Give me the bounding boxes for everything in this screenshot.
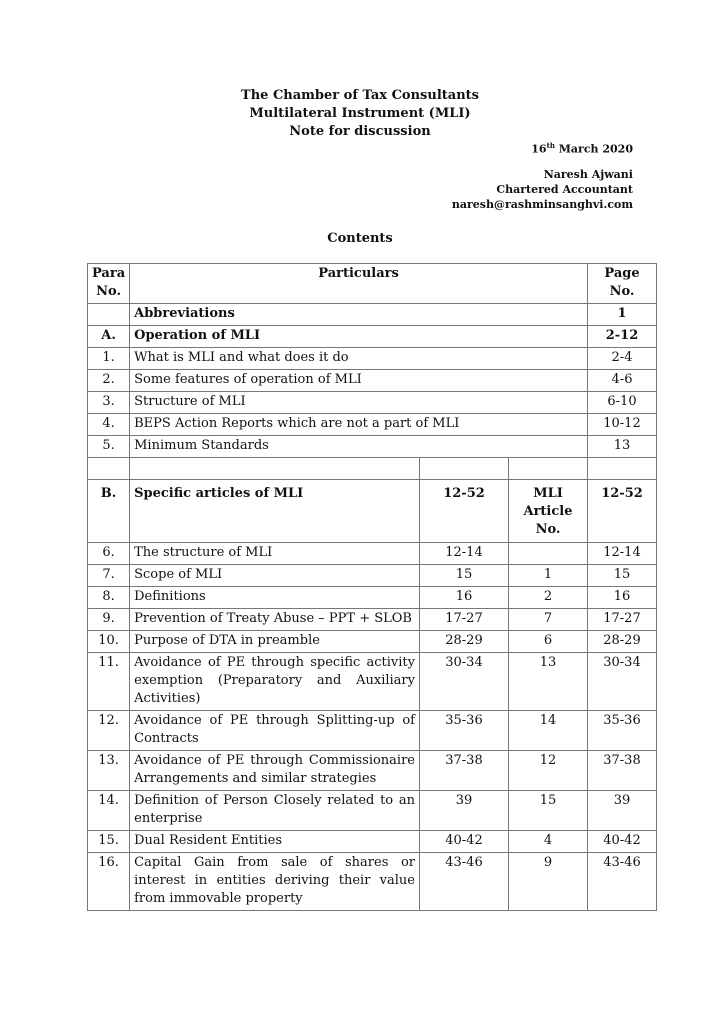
row-particulars: Prevention of Treaty Abuse – PPT + SLOB: [130, 609, 420, 631]
row-para-no: 3.: [88, 392, 130, 414]
row-page-no: 12-14: [588, 543, 657, 565]
author-title: Chartered Accountant: [496, 183, 633, 196]
row-pages: 16: [420, 587, 509, 609]
row-particulars: Scope of MLI: [130, 565, 420, 587]
row-para-no: 11.: [88, 653, 130, 711]
document-date: [531, 141, 633, 156]
blank-cell: [588, 458, 657, 480]
author-email: naresh@rashminsanghvi.com: [451, 198, 633, 211]
row-pages: 39: [420, 791, 509, 831]
row-pages: 15: [420, 565, 509, 587]
row-mli-article: 14: [509, 711, 588, 751]
row-para-no: 9.: [88, 609, 130, 631]
row-para-no: 6.: [88, 543, 130, 565]
row-pages: 37-38: [420, 751, 509, 791]
row-page-no: 28-29: [588, 631, 657, 653]
table-row: [88, 414, 657, 436]
row-mli-article: 6: [509, 631, 588, 653]
table-row: [88, 565, 657, 587]
row-pages: 30-34: [420, 653, 509, 711]
row-para-no: 12.: [88, 711, 130, 751]
row-mli-article: 15: [509, 791, 588, 831]
blank-cell: [130, 458, 420, 480]
table-row: [88, 436, 657, 458]
row-mli-article: 2: [509, 587, 588, 609]
row-particulars: Minimum Standards: [130, 436, 588, 458]
header-particulars: Particulars: [130, 264, 588, 304]
row-page-no: 30-34: [588, 653, 657, 711]
row-particulars: Purpose of DTA in preamble: [130, 631, 420, 653]
table-blank-row: [88, 458, 657, 480]
table-row: [88, 631, 657, 653]
row-pages: 35-36: [420, 711, 509, 751]
row-page-no: 4-6: [588, 370, 657, 392]
row-particulars: Dual Resident Entities: [130, 831, 420, 853]
row-particulars: The structure of MLI: [130, 543, 420, 565]
row-particulars: Avoidance of PE through Splitting-up of Contracts: [130, 711, 420, 751]
table-row: [88, 609, 657, 631]
row-page-no: 2-12: [588, 326, 657, 348]
table-row: [88, 326, 657, 348]
row-particulars: Avoidance of PE through specific activity exemption (Preparatory and Auxiliary Activities): [130, 653, 420, 711]
row-mli-article: 7: [509, 609, 588, 631]
row-mli-article: 13: [509, 653, 588, 711]
contents-heading: Contents: [327, 231, 393, 246]
row-pages: 12-14: [420, 543, 509, 565]
table-row: [88, 304, 657, 326]
table-row: [88, 370, 657, 392]
row-particulars: BEPS Action Reports which are not a part of MLI: [130, 414, 588, 436]
date-day: 16: [531, 142, 547, 156]
row-page-no: 43-46: [588, 853, 657, 911]
row-mli-article: 9: [509, 853, 588, 911]
date-rest: March 2020: [554, 142, 633, 156]
row-particulars: Definitions: [130, 587, 420, 609]
row-page-no: 1: [588, 304, 657, 326]
document-title-subject: Multilateral Instrument (MLI): [249, 106, 471, 121]
row-mli-article: 12: [509, 751, 588, 791]
row-mli-article: [509, 543, 588, 565]
table-row: [88, 751, 657, 791]
author-name: Naresh Ajwani: [543, 168, 633, 181]
row-page-no: 16: [588, 587, 657, 609]
row-pages: 40-42: [420, 831, 509, 853]
row-mli-article: MLI Article No.: [509, 480, 588, 543]
table-row: [88, 587, 657, 609]
blank-cell: [88, 458, 130, 480]
row-para-no: 5.: [88, 436, 130, 458]
row-para-no: 1.: [88, 348, 130, 370]
row-para-no: B.: [88, 480, 130, 543]
table-row: [88, 653, 657, 711]
row-pages: 17-27: [420, 609, 509, 631]
row-page-no: 37-38: [588, 751, 657, 791]
row-page-no: 35-36: [588, 711, 657, 751]
row-para-no: A.: [88, 326, 130, 348]
row-particulars: What is MLI and what does it do: [130, 348, 588, 370]
row-mli-article: 1: [509, 565, 588, 587]
row-para-no: 7.: [88, 565, 130, 587]
table-row: [88, 831, 657, 853]
row-para-no: 14.: [88, 791, 130, 831]
row-para-no: 4.: [88, 414, 130, 436]
table-row: [88, 853, 657, 911]
row-para-no: 2.: [88, 370, 130, 392]
row-para-no: 10.: [88, 631, 130, 653]
row-page-no: 13: [588, 436, 657, 458]
row-page-no: 12-52: [588, 480, 657, 543]
contents-table: [87, 263, 657, 911]
row-particulars: Abbreviations: [130, 304, 588, 326]
row-para-no: 16.: [88, 853, 130, 911]
table-row: [88, 711, 657, 751]
table-row: [88, 392, 657, 414]
table-header-row: [88, 264, 657, 304]
row-para-no: 15.: [88, 831, 130, 853]
blank-cell: [509, 458, 588, 480]
row-particulars: Specific articles of MLI: [130, 480, 420, 543]
row-page-no: 17-27: [588, 609, 657, 631]
document-title-note: Note for discussion: [289, 124, 431, 139]
row-particulars: Operation of MLI: [130, 326, 588, 348]
row-page-no: 40-42: [588, 831, 657, 853]
row-page-no: 15: [588, 565, 657, 587]
row-particulars: Avoidance of PE through Commissionaire Arrangements and similar strategies: [130, 751, 420, 791]
row-para-no: 13.: [88, 751, 130, 791]
row-page-no: 2-4: [588, 348, 657, 370]
section-b-header-row: [88, 480, 657, 543]
row-page-no: 39: [588, 791, 657, 831]
date-suffix: th: [546, 141, 555, 150]
table-row: [88, 543, 657, 565]
row-para-no: [88, 304, 130, 326]
row-mli-article: 4: [509, 831, 588, 853]
row-particulars: Capital Gain from sale of shares or interest in entities deriving their value from immovable property: [130, 853, 420, 911]
row-pages: 28-29: [420, 631, 509, 653]
document-title-org: The Chamber of Tax Consultants: [241, 88, 479, 103]
table-row: [88, 791, 657, 831]
header-para-no: Para No.: [88, 264, 130, 304]
row-para-no: 8.: [88, 587, 130, 609]
row-page-no: 6-10: [588, 392, 657, 414]
row-pages: 43-46: [420, 853, 509, 911]
table-row: [88, 348, 657, 370]
row-particulars: Structure of MLI: [130, 392, 588, 414]
header-page-no: Page No.: [588, 264, 657, 304]
row-particulars: Some features of operation of MLI: [130, 370, 588, 392]
row-page-no: 10-12: [588, 414, 657, 436]
blank-cell: [420, 458, 509, 480]
row-pages: 12-52: [420, 480, 509, 543]
row-particulars: Definition of Person Closely related to an enterprise: [130, 791, 420, 831]
